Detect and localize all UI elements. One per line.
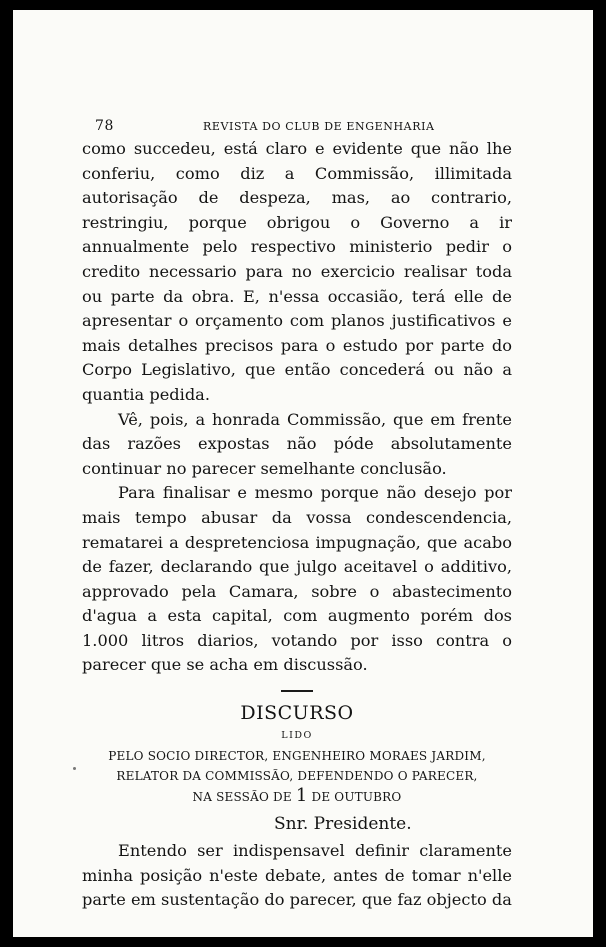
page-body: [82, 137, 512, 913]
byline-session: NA SESSÃO DE: [192, 790, 292, 805]
paragraph-opening: Entendo ser indispensavel definir claramente minha posição n'este debate, antes de tomar n'elle parte em sustentação do parecer, que faz objecto da: [82, 841, 512, 910]
paragraph-continuation: como succedeu, está claro e evidente que não lhe conferiu, como diz a Commissão, illimitada autorisação de despeza, mas, ao contrario, restringiu, porque obrigou o Governo a ir annualmente pelo respectivo ministerio pedir o credito necessario para no exercicio realisar toda ou parte da obra. E, n'essa occasião, terá elle de apresentar o orçamento com planos justificativos e mais detalhes precisos para o estudo por parte do Corpo Legislativo, que então concederá ou não a quantia pedida.: [82, 139, 512, 404]
section-subtitle: LIDO: [281, 730, 313, 742]
byline-line-2: RELATOR DA COMMISSÃO, DEFENDENDO O PARECER,: [116, 769, 478, 784]
page-number: 78: [95, 118, 115, 134]
byline-line-3: [82, 786, 512, 807]
running-title: REVISTA DO CLUB DE ENGENHARIA: [203, 120, 435, 133]
section-title: DISCURSO: [240, 702, 354, 725]
print-speck: [73, 767, 76, 770]
paragraph: Para finalisar e mesmo porque não desejo por mais tempo abusar da vossa condescendencia, rematarei a despretenciosa impugnação, que acabo de fazer, declarando que julgo aceitavel o additivo, approvado pela Camara, sobre o abastecimento d'agua a esta capital, com augmento porém dos 1.000 litros diarios, votando por isso contra o parecer que se acha em discussão.: [82, 483, 512, 675]
byline-day: 1: [295, 785, 308, 807]
byline-line-1: PELO SOCIO DIRECTOR, ENGENHEIRO MORAES JARDIM,: [108, 749, 486, 764]
section-divider: [281, 690, 313, 692]
paragraph: Vê, pois, a honrada Commissão, que em frente das razões expostas não póde absolutamente continuar no parecer semelhante conclusão.: [82, 409, 512, 478]
byline-month: DE OUTUBRO: [311, 790, 402, 805]
salutation: Snr. Presidente.: [274, 814, 412, 835]
